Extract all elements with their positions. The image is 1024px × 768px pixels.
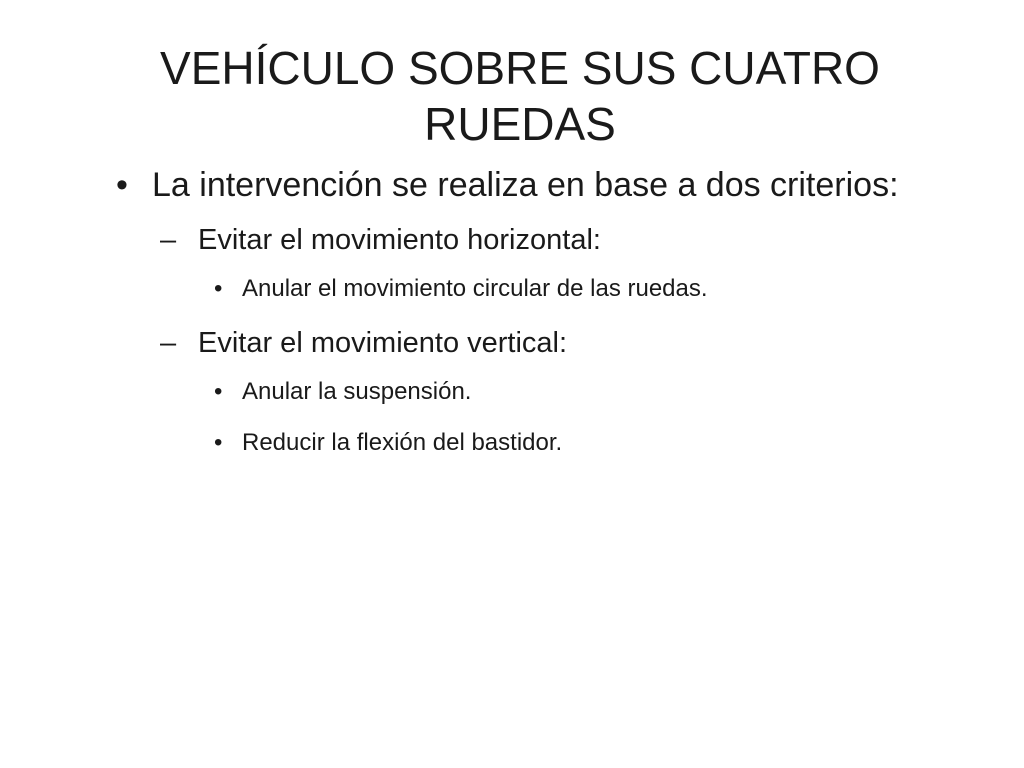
sub-sub-item-text: Anular la suspensión. [242, 378, 472, 405]
sub-sub-item-bastidor [110, 426, 910, 460]
sub-sub-item-text: Reducir la flexión del bastidor. [242, 429, 563, 456]
sub-item-vertical [110, 323, 910, 363]
dash-icon: – [160, 224, 177, 256]
sub-item-horizontal [110, 220, 910, 260]
sub-sub-item-ruedas [110, 272, 910, 306]
bullet-text: La intervención se realiza en base a dos criterios: [152, 166, 899, 204]
sub-item-text: Evitar el movimiento vertical: [198, 327, 568, 359]
sub-sub-item-suspension [110, 375, 910, 409]
bullet-dot-icon: • [214, 275, 223, 302]
bullet-dot-icon: • [214, 378, 223, 405]
bullet-list [110, 158, 910, 477]
sub-sub-item-text: Anular el movimiento circular de las ruedas. [242, 275, 708, 302]
bullet-dot-icon: • [116, 166, 128, 204]
sub-item-text: Evitar el movimiento horizontal: [198, 224, 601, 256]
bullet-item-criterios [110, 158, 910, 212]
bullet-dot-icon: • [214, 429, 223, 456]
slide-title: VEHÍCULO SOBRE SUS CUATRO RUEDAS [160, 42, 880, 150]
dash-icon: – [160, 327, 177, 359]
